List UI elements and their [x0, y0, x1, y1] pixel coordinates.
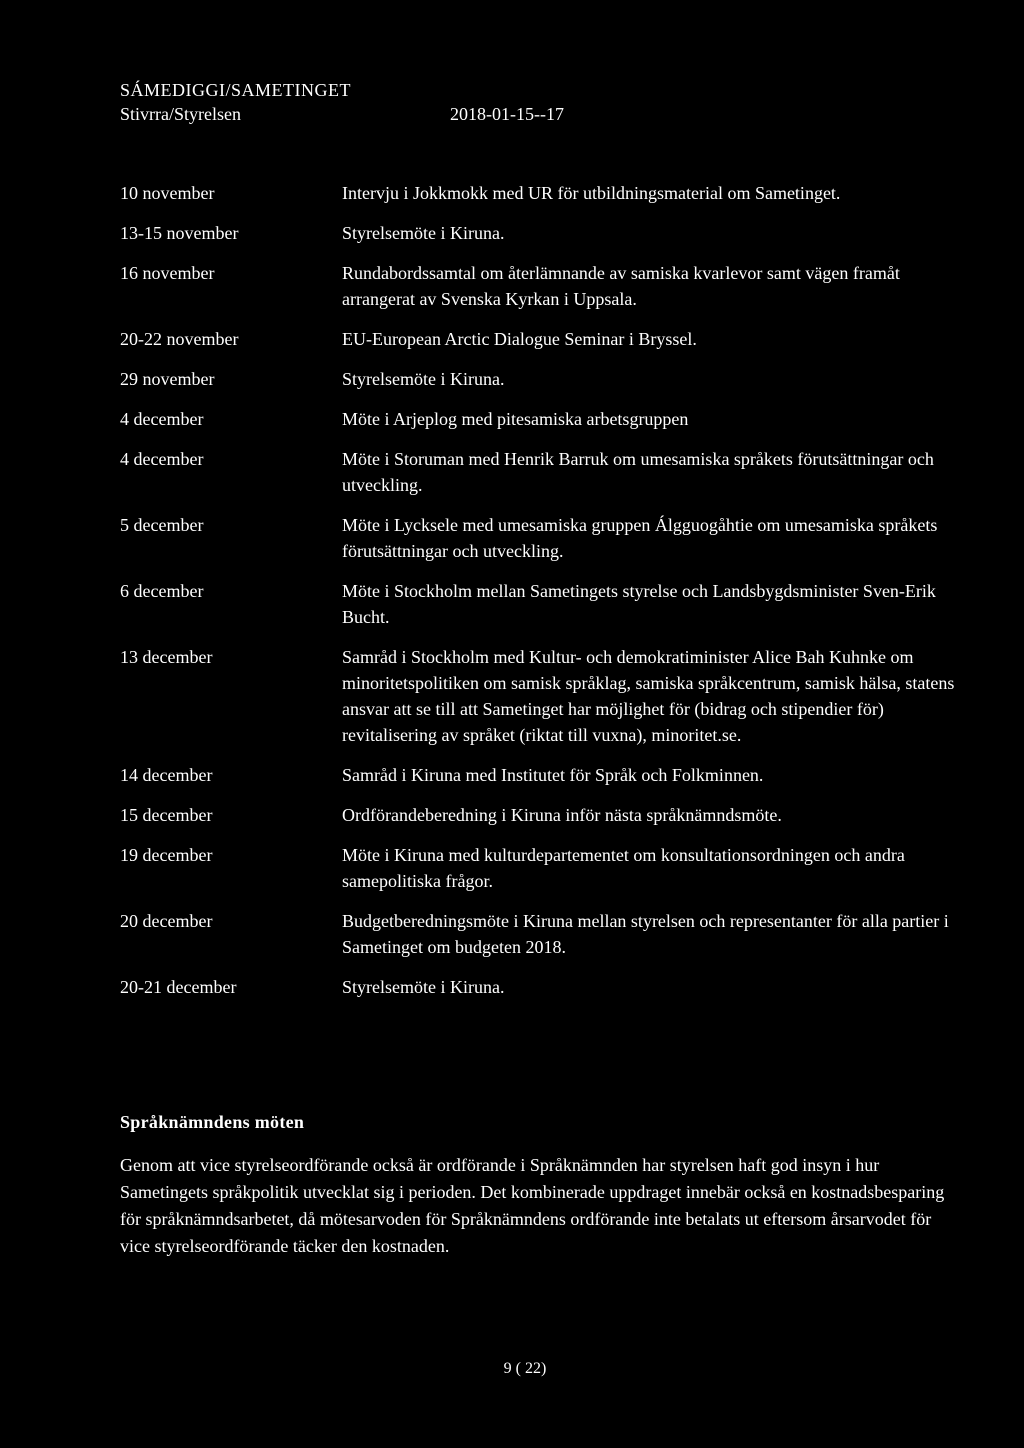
- agenda-row: [120, 974, 960, 1000]
- agenda-text: Samråd i Stockholm med Kultur- och demokratiminister Alice Bah Kuhnke om minoritetspolitiken om samisk språklag, samiska språkcentrum, samisk hälsa, statens ansvar att se till att Sametinget har möjlighet för (bidrag och stipendier för) revitalisering av språket (riktat till vuxna), minoritet.se.: [342, 647, 955, 745]
- board-name: Stivrra/Styrelsen: [120, 104, 241, 124]
- agenda-text: Styrelsemöte i Kiruna.: [342, 369, 505, 389]
- section-heading: Språknämndens möten: [120, 1112, 305, 1132]
- agenda-row: [120, 406, 960, 432]
- agenda-row: [120, 446, 960, 498]
- agenda-row: [120, 842, 960, 894]
- agenda-date: 10 november: [120, 183, 215, 203]
- organization-name: SÁMEDIGGI/SAMETINGET: [120, 80, 351, 100]
- agenda-row: [120, 802, 960, 828]
- agenda-row: [120, 220, 960, 246]
- agenda-text: Möte i Lycksele med umesamiska gruppen Álgguogåhtie om umesamiska språkets förutsättningar och utveckling.: [342, 515, 938, 561]
- agenda-date: 13-15 november: [120, 223, 239, 243]
- agenda-text: Samråd i Kiruna med Institutet för Språk och Folkminnen.: [342, 765, 764, 785]
- agenda-text: Styrelsemöte i Kiruna.: [342, 977, 505, 997]
- agenda-date: 4 december: [120, 409, 204, 429]
- agenda-date: 6 december: [120, 581, 204, 601]
- agenda-text: Möte i Stockholm mellan Sametingets styrelse och Landsbygdsminister Sven-Erik Bucht.: [342, 581, 936, 627]
- agenda-text: Styrelsemöte i Kiruna.: [342, 223, 505, 243]
- agenda-text: Möte i Arjeplog med pitesamiska arbetsgruppen: [342, 409, 689, 429]
- agenda-date: 13 december: [120, 647, 213, 667]
- agenda-row: [120, 512, 960, 564]
- agenda-date: 20-22 november: [120, 329, 239, 349]
- page-number: 9 ( 22): [503, 1360, 547, 1377]
- agenda-text: Ordförandeberedning i Kiruna inför nästa språknämndsmöte.: [342, 805, 782, 825]
- agenda-date: 29 november: [120, 369, 215, 389]
- agenda-row: [120, 908, 960, 960]
- agenda-row: [120, 326, 960, 352]
- agenda-text: EU-European Arctic Dialogue Seminar i Bryssel.: [342, 329, 697, 349]
- agenda-row: [120, 644, 960, 748]
- agenda-date: 19 december: [120, 845, 213, 865]
- agenda-date: 16 november: [120, 263, 215, 283]
- agenda-date: 14 december: [120, 765, 213, 785]
- agenda-list: [120, 180, 960, 1014]
- agenda-row: [120, 260, 960, 312]
- header-subline: [120, 102, 564, 126]
- agenda-date: 4 december: [120, 449, 204, 469]
- agenda-date: 5 december: [120, 515, 204, 535]
- document-date: 2018-01-15--17: [450, 104, 564, 124]
- agenda-text: Möte i Storuman med Henrik Barruk om umesamiska språkets förutsättningar och utveckling.: [342, 449, 934, 495]
- document-header: [120, 78, 564, 126]
- agenda-row: [120, 762, 960, 788]
- agenda-row: [120, 180, 960, 206]
- agenda-date: 20-21 december: [120, 977, 237, 997]
- agenda-row: [120, 578, 960, 630]
- agenda-text: Möte i Kiruna med kulturdepartementet om konsultationsordningen och andra samepolitiska frågor.: [342, 845, 905, 891]
- agenda-text: Intervju i Jokkmokk med UR för utbildningsmaterial om Sametinget.: [342, 183, 841, 203]
- section-paragraph: Genom att vice styrelseordförande också är ordförande i Språknämnden har styrelsen haft god insyn i hur Sametingets språkpolitik utvecklat sig i perioden. Det kombinerade uppdraget innebär också en kostnadsbesparing för språknämndsarbetet, då mötesarvoden för Språknämndens ordförande inte betalats ut eftersom årsarvodet för vice styrelseordförande täcker den kostnaden.: [120, 1155, 945, 1256]
- agenda-text: Budgetberedningsmöte i Kiruna mellan styrelsen och representanter för alla partier i Sametinget om budgeten 2018.: [342, 911, 949, 957]
- agenda-date: 15 december: [120, 805, 213, 825]
- agenda-row: [120, 366, 960, 392]
- agenda-text: Rundabordssamtal om återlämnande av samiska kvarlevor samt vägen framåt arrangerat av Svenska Kyrkan i Uppsala.: [342, 263, 900, 309]
- agenda-date: 20 december: [120, 911, 213, 931]
